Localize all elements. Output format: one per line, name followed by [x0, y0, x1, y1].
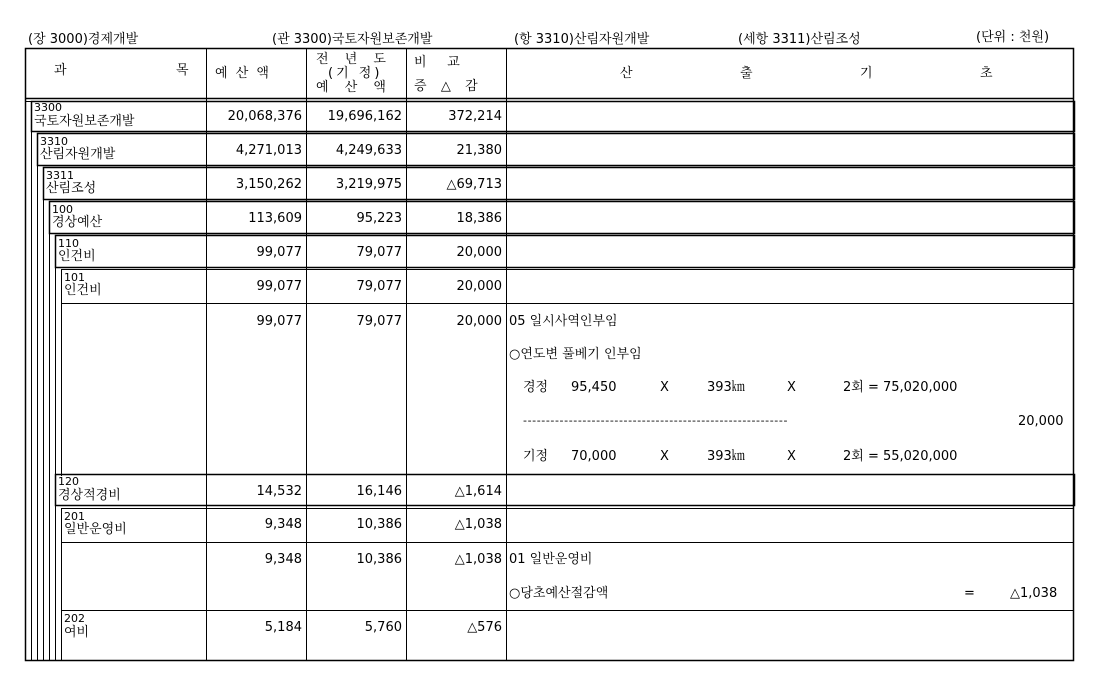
- detail-ops-sub: ○당초예산절감액: [509, 586, 609, 601]
- row-prev: 16,146: [356, 484, 402, 499]
- row-code: 120: [58, 475, 79, 488]
- row-budget: 9,348: [264, 552, 302, 567]
- detail-ops-amount: △1,038: [1010, 586, 1058, 601]
- row-budget: 5,184: [264, 620, 302, 635]
- detail-labor-l2-price: 70,000: [571, 449, 617, 464]
- col-gwamok-1: 과: [54, 63, 67, 78]
- row-diff: △69,713: [446, 177, 502, 192]
- row-prev: 4,249,633: [335, 143, 402, 158]
- row-prev: 79,077: [356, 279, 402, 294]
- col-prev-1: 전 년 도: [316, 52, 392, 67]
- col-budget: 예 산 액: [215, 66, 271, 81]
- row-budget: 14,532: [256, 484, 302, 499]
- detail-labor-dash: ----------------------------------------------------------: [523, 414, 789, 427]
- row-name: 산림조성: [46, 181, 97, 196]
- row-name: 인건비: [64, 283, 102, 298]
- row-name: 여비: [64, 625, 90, 640]
- col-cmp-1: 비 교: [414, 55, 460, 70]
- row-name: 경상예산: [52, 215, 103, 230]
- row-diff: 20,000: [456, 245, 502, 260]
- row-code: 3310: [40, 135, 68, 148]
- row-diff: △1,038: [454, 517, 502, 532]
- row-name: 경상적경비: [58, 488, 121, 503]
- row-prev: 19,696,162: [327, 109, 402, 124]
- row-code: 201: [64, 510, 85, 523]
- col-calc-4: 초: [980, 66, 993, 81]
- row-prev: 10,386: [356, 552, 402, 567]
- detail-labor-l1-result: 2회 = 75,020,000: [843, 380, 958, 395]
- col-cmp-2: 증 △ 감: [414, 79, 480, 94]
- row-name: 국토자원보존개발: [34, 114, 135, 129]
- row-name: 인건비: [58, 249, 96, 264]
- row-diff: 20,000: [456, 279, 502, 294]
- row-budget: 20,068,376: [227, 109, 302, 124]
- row-budget: 99,077: [256, 279, 302, 294]
- header-unit: (단위 : 천원): [976, 30, 1050, 45]
- row-name: 일반운영비: [64, 522, 127, 537]
- row-diff: 20,000: [456, 314, 502, 329]
- row-budget: 99,077: [256, 314, 302, 329]
- detail-labor-l1-qty: 393㎞: [707, 380, 745, 395]
- detail-labor-title: 05 일시사역인부임: [509, 314, 618, 329]
- row-prev: 79,077: [356, 245, 402, 260]
- header-hang: (항 3310)산림자원개발: [514, 32, 650, 47]
- header-gwan: (관 3300)국토자원보존개발: [272, 32, 433, 47]
- row-prev: 95,223: [356, 211, 402, 226]
- detail-labor-l1-label: 경정: [523, 380, 549, 395]
- detail-labor-total: 20,000: [1018, 414, 1064, 429]
- detail-labor-sub: ○연도변 풀베기 인부임: [509, 347, 642, 362]
- row-prev: 5,760: [364, 620, 402, 635]
- row-prev: 10,386: [356, 517, 402, 532]
- header-sehang: (세항 3311)산림조성: [738, 32, 861, 47]
- row-code: 101: [64, 271, 85, 284]
- detail-ops-title: 01 일반운영비: [509, 552, 593, 567]
- detail-labor-l1-price: 95,450: [571, 380, 617, 395]
- row-name: 산림자원개발: [40, 147, 116, 162]
- detail-labor-l1-x1: X: [660, 380, 669, 395]
- row-prev: 3,219,975: [335, 177, 402, 192]
- detail-labor-l2-x2: X: [787, 449, 796, 464]
- row-budget: 113,609: [248, 211, 302, 226]
- row-diff: 21,380: [456, 143, 502, 158]
- col-prev-3: 예 산 액: [316, 80, 392, 95]
- row-diff: △1,038: [454, 552, 502, 567]
- row-code: 110: [58, 237, 79, 250]
- detail-labor-l1-x2: X: [787, 380, 796, 395]
- detail-ops-eq: =: [964, 586, 975, 601]
- row-diff: △1,614: [454, 484, 502, 499]
- row-code: 3300: [34, 101, 62, 114]
- row-code: 3311: [46, 169, 74, 182]
- col-gwamok-2: 목: [176, 63, 189, 78]
- col-calc-2: 출: [740, 66, 753, 81]
- row-diff: 372,214: [448, 109, 502, 124]
- row-budget: 9,348: [264, 517, 302, 532]
- row-code: 100: [52, 203, 73, 216]
- row-prev: 79,077: [356, 314, 402, 329]
- row-diff: △576: [467, 620, 502, 635]
- detail-labor-l2-x1: X: [660, 449, 669, 464]
- row-budget: 4,271,013: [235, 143, 302, 158]
- row-diff: 18,386: [456, 211, 502, 226]
- row-budget: 99,077: [256, 245, 302, 260]
- col-calc-1: 산: [620, 66, 633, 81]
- detail-labor-l2-label: 기정: [523, 449, 549, 464]
- row-code: 202: [64, 612, 85, 625]
- col-calc-3: 기: [860, 66, 873, 81]
- col-prev-2: (기 정): [328, 66, 383, 81]
- header-jang: (장 3000)경제개발: [28, 32, 139, 47]
- row-budget: 3,150,262: [235, 177, 302, 192]
- detail-labor-l2-qty: 393㎞: [707, 449, 745, 464]
- detail-labor-l2-result: 2회 = 55,020,000: [843, 449, 958, 464]
